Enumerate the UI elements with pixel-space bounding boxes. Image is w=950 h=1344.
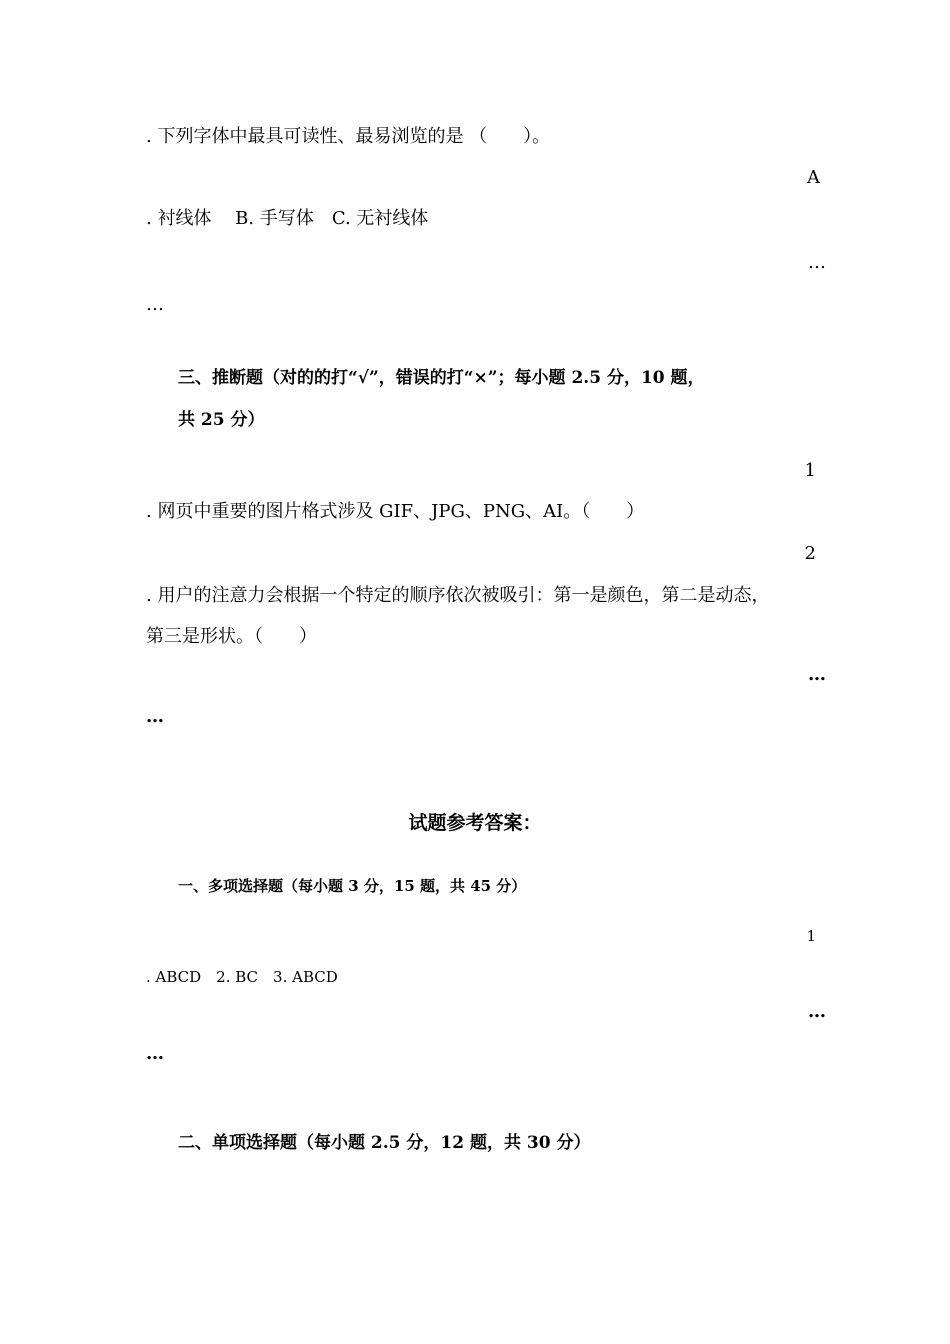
answers-title: 试题参考答案： bbox=[408, 812, 542, 834]
ellipsis-right: … bbox=[808, 1001, 824, 1022]
answer-line: . ABCD 2. BC 3. ABCD bbox=[146, 968, 338, 986]
ellipsis-left: … bbox=[146, 1043, 162, 1064]
ellipsis-left: … bbox=[146, 294, 162, 315]
answers-section2-heading: 二、单项选择题（每小题 2.5 分，12 题，共 30 分） bbox=[178, 1133, 591, 1153]
section3-heading-continued: 共 25 分） bbox=[178, 410, 265, 430]
ellipsis-left: … bbox=[146, 706, 162, 727]
answer-line-number: 1 bbox=[806, 927, 816, 945]
ellipsis-right: … bbox=[808, 252, 824, 273]
question-stem: . 下列字体中最具可读性、最易浏览的是 （ ）。 bbox=[146, 126, 551, 147]
section3-heading: 三、推断题（对的的打“√”，错误的打“×”；每小题 2.5 分，10 题， bbox=[178, 368, 705, 388]
question-number: 1 bbox=[804, 460, 816, 481]
answers-section1-heading: 一、多项选择题（每小题 3 分，15 题，共 45 分） bbox=[178, 877, 527, 895]
question-text: . 用户的注意力会根据一个特定的顺序依次被吸引：第一是颜色，第二是动态， bbox=[146, 585, 770, 606]
question-number: 2 bbox=[804, 543, 816, 564]
question-options: . 衬线体 B. 手写体 C. 无衬线体 bbox=[146, 208, 429, 229]
ellipsis-right: … bbox=[808, 664, 824, 685]
question-text-continued: 第三是形状。（ ） bbox=[146, 626, 317, 647]
question-text: . 网页中重要的图片格式涉及 GIF、JPG、PNG、AI。（ ） bbox=[146, 501, 645, 522]
option-a-marker: A bbox=[807, 167, 820, 188]
